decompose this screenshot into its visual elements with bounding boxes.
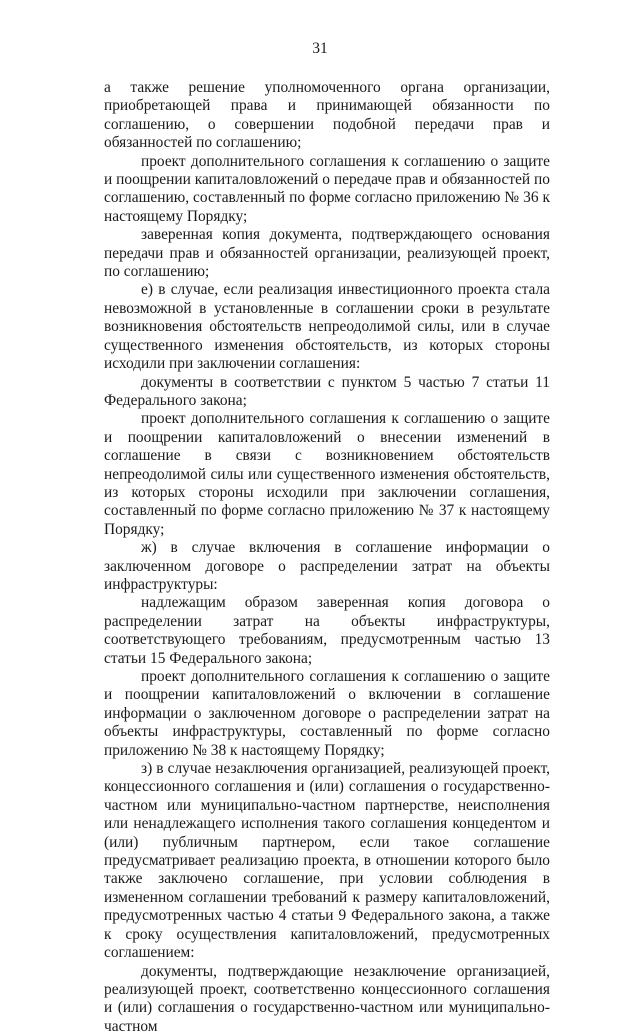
paragraph: з) в случае незаключения организацией, реализующей проект, концессионного соглашения и (или) соглашения о государственно-частном или муниципально-частном партнерстве, неисполнения или ненадлежащего исполнения такого соглашения концедентом и (или) публичным партнером, если такое соглашение предусматривает реализацию проекта, в отношении которого было также заключено соглашение, при условии соблюдения в измененном соглашении требований к размеру капиталовложений, предусмотренных частью 4 статьи 9 Федерального закона, а также к сроку осуществления капиталовложений, предусмотренных соглашением:	[104, 760, 550, 962]
paragraph: заверенная копия документа, подтверждающего основания передачи прав и обязанностей организации, реализующей проект, по соглашению;	[104, 226, 550, 281]
paragraph: а также решение уполномоченного органа организации, приобретающей права и принимающей обязанности по соглашению, о совершении подобной передачи прав и обязанностей по соглашению;	[104, 79, 550, 153]
page-number: 31	[0, 40, 640, 58]
paragraph: ж) в случае включения в соглашение информации о заключенном договоре о распределении затрат на объекты инфраструктуры:	[104, 539, 550, 594]
paragraph: документы в соответствии с пунктом 5 частью 7 статьи 11 Федерального закона;	[104, 374, 550, 411]
paragraph: надлежащим образом заверенная копия договора о распределении затрат на объекты инфраструктуры, соответствующего требованиям, предусмотренным частью 13 статьи 15 Федерального закона;	[104, 594, 550, 668]
document-body	[104, 79, 550, 1036]
paragraph: документы, подтверждающие незаключение организацией, реализующей проект, соответственно концессионного соглашения и (или) соглашения о государственно-частном или муниципально-частном	[104, 963, 550, 1036]
paragraph: проект дополнительного соглашения к соглашению о защите и поощрении капиталовложений о включении в соглашение информации о заключенном договоре о распределении затрат на объекты инфраструктуры, составленный по форме согласно приложению № 38 к настоящему Порядку;	[104, 668, 550, 760]
paragraph: е) в случае, если реализация инвестиционного проекта стала невозможной в установленные в соглашении сроки в результате возникновения обстоятельств непреодолимой силы, или в случае существенного изменения обстоятельств, из которых стороны исходили при заключении соглашения:	[104, 281, 550, 373]
paragraph: проект дополнительного соглашения к соглашению о защите и поощрении капиталовложений о передаче прав и обязанностей по соглашению, составленный по форме согласно приложению № 36 к настоящему Порядку;	[104, 153, 550, 227]
paragraph: проект дополнительного соглашения к соглашению о защите и поощрении капиталовложений о внесении изменений в соглашение в связи с возникновением обстоятельств непреодолимой силы или существенного изменения обстоятельств, из которых стороны исходили при заключении соглашения, составленный по форме согласно приложению № 37 к настоящему Порядку;	[104, 410, 550, 539]
